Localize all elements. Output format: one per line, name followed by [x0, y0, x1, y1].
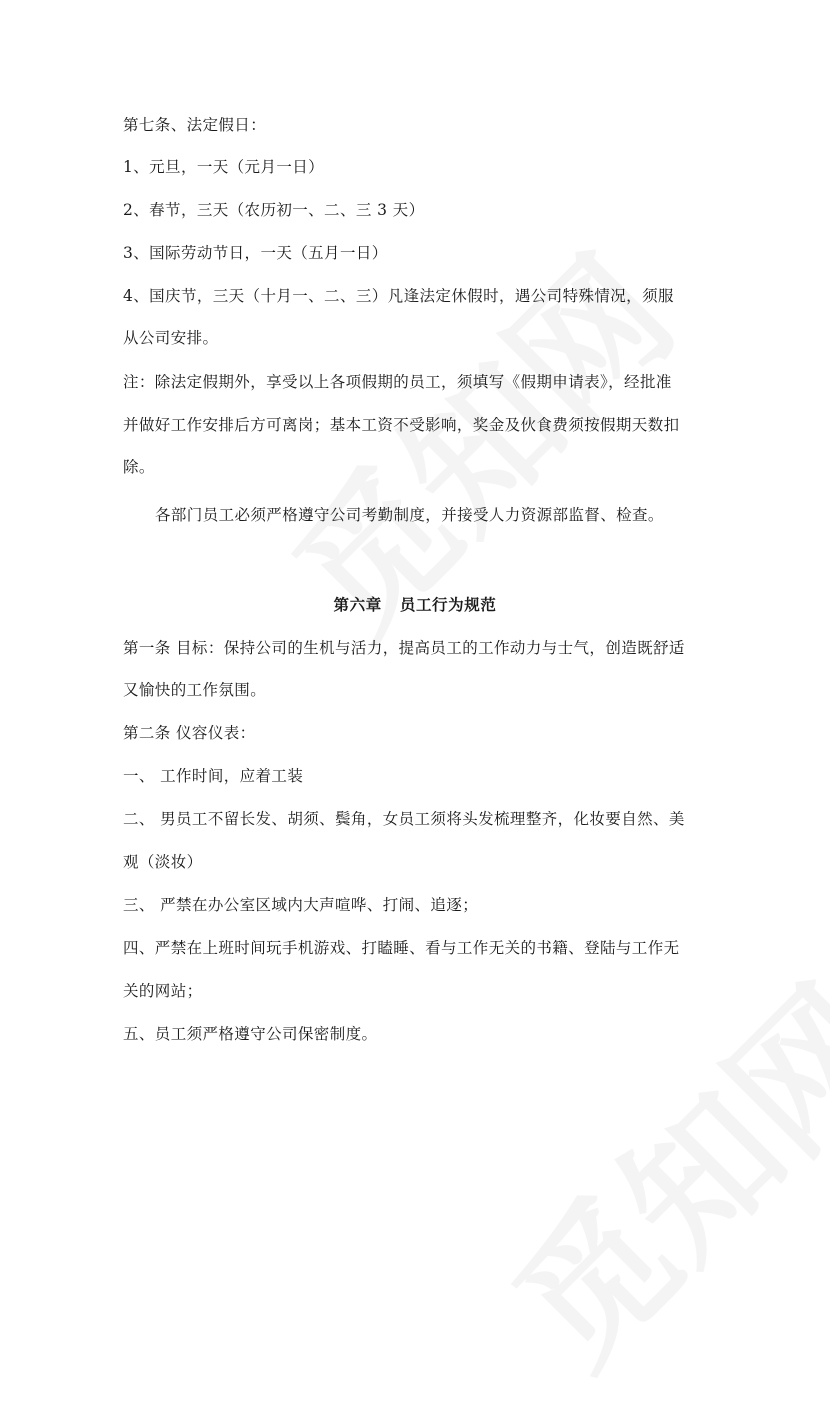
article-1-line: 又愉快的工作氛围。 [123, 681, 267, 699]
rule-item-cont: 观（淡妆） [123, 853, 203, 871]
rule-item-cont: 关的网站； [123, 982, 203, 1000]
holiday-item-national-day: 4、国庆节，三天（十月一、二、三）凡逢法定休假时，遇公司特殊情况，须服 [123, 287, 674, 305]
attendance-closing-paragraph: 各部门员工必须严格遵守公司考勤制度，并接受人力资源部监督、检查。 [155, 506, 664, 524]
rule-item: 一、 工作时间，应着工装 [123, 767, 304, 785]
holiday-note-line: 除。 [123, 458, 155, 476]
holiday-note-line: 并做好工作安排后方可离岗；基本工资不受影响，奖金及伙食费须按假期天数扣 [123, 416, 680, 434]
holiday-item-spring-festival: 2、春节，三天（农历初一、二、三 3 天） [123, 201, 425, 219]
watermark [460, 933, 830, 1403]
article-1-line: 第一条 目标：保持公司的生机与活力，提高员工的工作动力与士气，创造既舒适 [123, 639, 685, 657]
holiday-item-new-year: 1、元旦，一天（元月一日） [123, 158, 325, 176]
article-2-title: 第二条 仪容仪表： [123, 724, 256, 742]
rule-item: 二、 男员工不留长发、胡须、鬓角，女员工须将头发梳理整齐，化妆要自然、美 [123, 810, 685, 828]
holiday-item-labor-day: 3、国际劳动节日，一天（五月一日） [123, 244, 388, 262]
rule-item: 五、员工须严格遵守公司保密制度。 [123, 1025, 378, 1043]
rule-item: 三、 严禁在办公室区域内大声喧哗、打闹、追逐； [123, 896, 479, 914]
holiday-item-national-day-cont: 从公司安排。 [123, 329, 219, 347]
holiday-note-line: 注：除法定假期外，享受以上各项假期的员工，须填写《假期申请表》，经批准 [123, 373, 672, 391]
article-7-title: 第七条、法定假日： [123, 116, 267, 134]
chapter-heading [0, 595, 830, 615]
rule-item: 四、严禁在上班时间玩手机游戏、打瞌睡、看与工作无关的书籍、登陆与工作无 [123, 939, 680, 957]
chapter-label: 第六章 [333, 595, 382, 614]
chapter-title: 员工行为规范 [399, 595, 497, 614]
